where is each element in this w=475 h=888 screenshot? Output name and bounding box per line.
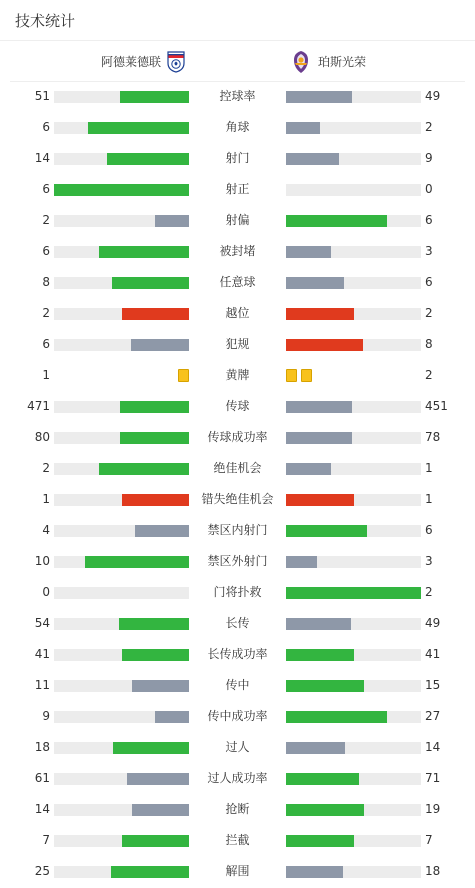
home-bar-fill	[99, 463, 189, 475]
home-bar-track	[54, 525, 189, 537]
home-bar-fill	[120, 401, 189, 413]
home-bar-track	[54, 680, 189, 692]
home-bar-fill	[122, 835, 190, 847]
stat-row	[0, 608, 475, 639]
stat-row	[0, 794, 475, 825]
away-stat-value: 9	[425, 151, 433, 165]
stat-label: 抢断	[225, 802, 250, 816]
away-bar-fill	[286, 649, 354, 661]
away-stat-value: 2	[425, 120, 433, 134]
away-bar-track	[286, 835, 421, 847]
home-bar-track	[54, 246, 189, 258]
home-bar-track	[54, 339, 189, 351]
away-yellow-cards	[286, 369, 312, 382]
stat-label: 长传成功率	[207, 647, 268, 661]
away-team-name: 珀斯光荣	[318, 55, 367, 69]
away-bar-track	[286, 587, 421, 599]
away-bar-track	[286, 246, 421, 258]
home-bar-track	[54, 618, 189, 630]
home-stat-value: 61	[34, 771, 50, 785]
away-bar-fill	[286, 246, 331, 258]
home-bar-fill	[122, 494, 190, 506]
stat-row	[0, 143, 475, 174]
away-bar-fill	[286, 711, 387, 723]
stat-row	[0, 236, 475, 267]
away-team[interactable]	[290, 41, 366, 82]
home-bar-track	[54, 494, 189, 506]
stat-label: 传球	[225, 399, 250, 413]
stat-row	[0, 825, 475, 856]
teams-bar	[10, 41, 465, 82]
away-bar-track	[286, 804, 421, 816]
home-bar-fill	[120, 432, 189, 444]
home-bar-fill	[122, 308, 190, 320]
away-stat-value: 49	[425, 616, 441, 630]
home-bar-fill	[135, 525, 189, 537]
home-stat-value: 6	[42, 337, 50, 351]
home-bar-track	[54, 91, 189, 103]
away-bar-fill	[286, 91, 352, 103]
away-stat-value: 6	[425, 523, 433, 537]
away-bar-fill	[286, 215, 387, 227]
stat-row	[0, 391, 475, 422]
home-bar-fill	[112, 277, 189, 289]
home-bar-fill	[122, 649, 190, 661]
away-bar-track	[286, 556, 421, 568]
yellow-card-icon	[286, 369, 297, 382]
home-bar-fill	[120, 91, 189, 103]
home-bar-fill	[155, 215, 189, 227]
home-stat-value: 2	[42, 461, 50, 475]
page-title: 技术统计	[15, 11, 76, 30]
away-bar-fill	[286, 866, 343, 878]
stat-row	[0, 856, 475, 887]
home-bar-fill	[54, 184, 189, 196]
home-bar-fill	[85, 556, 189, 568]
home-bar-track	[54, 153, 189, 165]
home-bar-track	[54, 556, 189, 568]
away-bar-track	[286, 91, 421, 103]
away-stat-value: 2	[425, 306, 433, 320]
away-stat-value: 2	[425, 585, 433, 599]
stat-row	[0, 422, 475, 453]
away-bar-track	[286, 494, 421, 506]
away-stat-value: 3	[425, 554, 433, 568]
away-stat-value: 1	[425, 461, 433, 475]
home-stat-value: 471	[27, 399, 50, 413]
away-bar-fill	[286, 742, 345, 754]
stats-header	[0, 0, 475, 41]
away-bar-fill	[286, 587, 421, 599]
away-bar-track	[286, 525, 421, 537]
stat-row	[0, 453, 475, 484]
stat-label: 过人	[225, 740, 250, 754]
home-stat-value: 7	[42, 833, 50, 847]
stat-row	[0, 639, 475, 670]
stat-row	[0, 112, 475, 143]
stat-row	[0, 267, 475, 298]
stat-row	[0, 484, 475, 515]
stat-label: 射偏	[225, 213, 250, 227]
home-stat-value: 2	[42, 213, 50, 227]
away-bar-track	[286, 153, 421, 165]
stat-row	[0, 546, 475, 577]
stat-label: 绝佳机会	[213, 461, 262, 475]
stat-row	[0, 515, 475, 546]
home-stat-value: 54	[34, 616, 50, 630]
home-stat-value: 41	[34, 647, 50, 661]
away-bar-track	[286, 184, 421, 196]
stat-label: 拦截	[225, 833, 250, 847]
stat-label: 传球成功率	[207, 430, 268, 444]
home-stat-value: 6	[42, 182, 50, 196]
home-team[interactable]	[101, 41, 187, 82]
home-bar-fill	[131, 339, 189, 351]
stat-label: 越位	[225, 306, 250, 320]
home-bar-fill	[119, 618, 189, 630]
stat-label: 门将扑救	[213, 585, 262, 599]
home-bar-fill	[88, 122, 189, 134]
away-team-logo-icon	[290, 50, 312, 74]
away-bar-track	[286, 463, 421, 475]
home-bar-track	[54, 742, 189, 754]
home-stat-value: 0	[42, 585, 50, 599]
yellow-card-icon	[178, 369, 189, 382]
away-bar-fill	[286, 556, 317, 568]
away-bar-fill	[286, 432, 352, 444]
stat-label: 犯规	[225, 337, 250, 351]
away-bar-track	[286, 618, 421, 630]
home-bar-fill	[155, 711, 189, 723]
stat-row	[0, 298, 475, 329]
away-stat-value: 7	[425, 833, 433, 847]
home-stat-value: 1	[42, 492, 50, 506]
away-bar-track	[286, 711, 421, 723]
home-stat-value: 4	[42, 523, 50, 537]
away-bar-track	[286, 432, 421, 444]
away-stat-value: 3	[425, 244, 433, 258]
away-bar-track	[286, 339, 421, 351]
away-bar-fill	[286, 525, 367, 537]
home-bar-track	[54, 122, 189, 134]
stat-label: 黄牌	[225, 368, 250, 382]
home-bar-fill	[132, 680, 189, 692]
home-stat-value: 6	[42, 244, 50, 258]
home-bar-fill	[113, 742, 189, 754]
stat-label: 被封堵	[219, 244, 256, 258]
away-bar-track	[286, 122, 421, 134]
home-stat-value: 18	[34, 740, 50, 754]
home-stat-value: 11	[34, 678, 50, 692]
away-bar-track	[286, 680, 421, 692]
home-team-logo-icon	[165, 50, 187, 74]
away-stat-value: 6	[425, 275, 433, 289]
home-stat-value: 10	[34, 554, 50, 568]
stat-row	[0, 670, 475, 701]
away-stat-value: 19	[425, 802, 441, 816]
stat-label: 传中成功率	[207, 709, 268, 723]
away-stat-value: 78	[425, 430, 441, 444]
away-stat-value: 451	[425, 399, 448, 413]
home-yellow-cards	[178, 369, 189, 382]
home-bar-track	[54, 587, 189, 599]
away-bar-fill	[286, 308, 354, 320]
stat-row	[0, 701, 475, 732]
stat-label: 禁区内射门	[207, 523, 268, 537]
home-bar-fill	[107, 153, 189, 165]
home-stat-value: 8	[42, 275, 50, 289]
home-stat-value: 14	[34, 151, 50, 165]
stat-label: 射门	[225, 151, 250, 165]
away-bar-fill	[286, 339, 363, 351]
home-bar-track	[54, 866, 189, 878]
stat-row	[0, 360, 475, 391]
away-bar-track	[286, 277, 421, 289]
home-stat-value: 9	[42, 709, 50, 723]
stat-label: 错失绝佳机会	[201, 492, 274, 506]
away-bar-fill	[286, 835, 354, 847]
stat-row	[0, 329, 475, 360]
home-bar-track	[54, 804, 189, 816]
stat-label: 控球率	[219, 89, 256, 103]
away-stat-value: 14	[425, 740, 441, 754]
away-stat-value: 8	[425, 337, 433, 351]
stats-list	[0, 81, 475, 887]
away-stat-value: 2	[425, 368, 433, 382]
home-stat-value: 1	[42, 368, 50, 382]
stat-label: 任意球	[219, 275, 256, 289]
home-bar-track	[54, 215, 189, 227]
away-bar-track	[286, 773, 421, 785]
stat-label: 长传	[225, 616, 250, 630]
away-bar-fill	[286, 680, 364, 692]
stat-label: 解围	[225, 864, 250, 878]
stat-row	[0, 205, 475, 236]
stat-label: 角球	[225, 120, 250, 134]
away-bar-fill	[286, 804, 364, 816]
home-stat-value: 25	[34, 864, 50, 878]
away-stat-value: 0	[425, 182, 433, 196]
yellow-card-icon	[301, 369, 312, 382]
home-stat-value: 6	[42, 120, 50, 134]
away-bar-track	[286, 308, 421, 320]
home-stat-value: 51	[34, 89, 50, 103]
stat-row	[0, 81, 475, 112]
away-bar-fill	[286, 618, 351, 630]
stat-label: 射正	[225, 182, 250, 196]
home-bar-track	[54, 773, 189, 785]
home-stat-value: 14	[34, 802, 50, 816]
home-bar-track	[54, 835, 189, 847]
away-bar-track	[286, 649, 421, 661]
home-bar-fill	[127, 773, 189, 785]
home-bar-track	[54, 463, 189, 475]
away-stat-value: 41	[425, 647, 441, 661]
stat-row	[0, 577, 475, 608]
away-stat-value: 15	[425, 678, 441, 692]
stat-label: 传中	[225, 678, 250, 692]
away-stat-value: 49	[425, 89, 441, 103]
away-stat-value: 6	[425, 213, 433, 227]
away-bar-fill	[286, 122, 320, 134]
home-team-name: 阿德莱德联	[100, 55, 161, 69]
home-bar-track	[54, 711, 189, 723]
away-stat-value: 18	[425, 864, 441, 878]
home-bar-track	[54, 308, 189, 320]
away-bar-fill	[286, 773, 359, 785]
home-bar-track	[54, 649, 189, 661]
away-stat-value: 1	[425, 492, 433, 506]
stat-label: 禁区外射门	[207, 554, 268, 568]
home-bar-track	[54, 184, 189, 196]
away-stat-value: 71	[425, 771, 441, 785]
home-bar-fill	[111, 866, 189, 878]
away-bar-fill	[286, 153, 339, 165]
away-bar-track	[286, 401, 421, 413]
stat-label: 过人成功率	[207, 771, 268, 785]
home-bar-fill	[132, 804, 189, 816]
stat-row	[0, 174, 475, 205]
away-bar-fill	[286, 463, 331, 475]
away-bar-fill	[286, 401, 352, 413]
home-stat-value: 2	[42, 306, 50, 320]
home-bar-track	[54, 401, 189, 413]
away-bar-fill	[286, 277, 344, 289]
home-bar-track	[54, 432, 189, 444]
away-bar-track	[286, 215, 421, 227]
stat-row	[0, 763, 475, 794]
home-stat-value: 80	[34, 430, 50, 444]
away-bar-fill	[286, 494, 354, 506]
away-stat-value: 27	[425, 709, 441, 723]
stat-row	[0, 732, 475, 763]
home-bar-track	[54, 277, 189, 289]
away-bar-track	[286, 866, 421, 878]
home-bar-fill	[99, 246, 189, 258]
away-bar-track	[286, 742, 421, 754]
